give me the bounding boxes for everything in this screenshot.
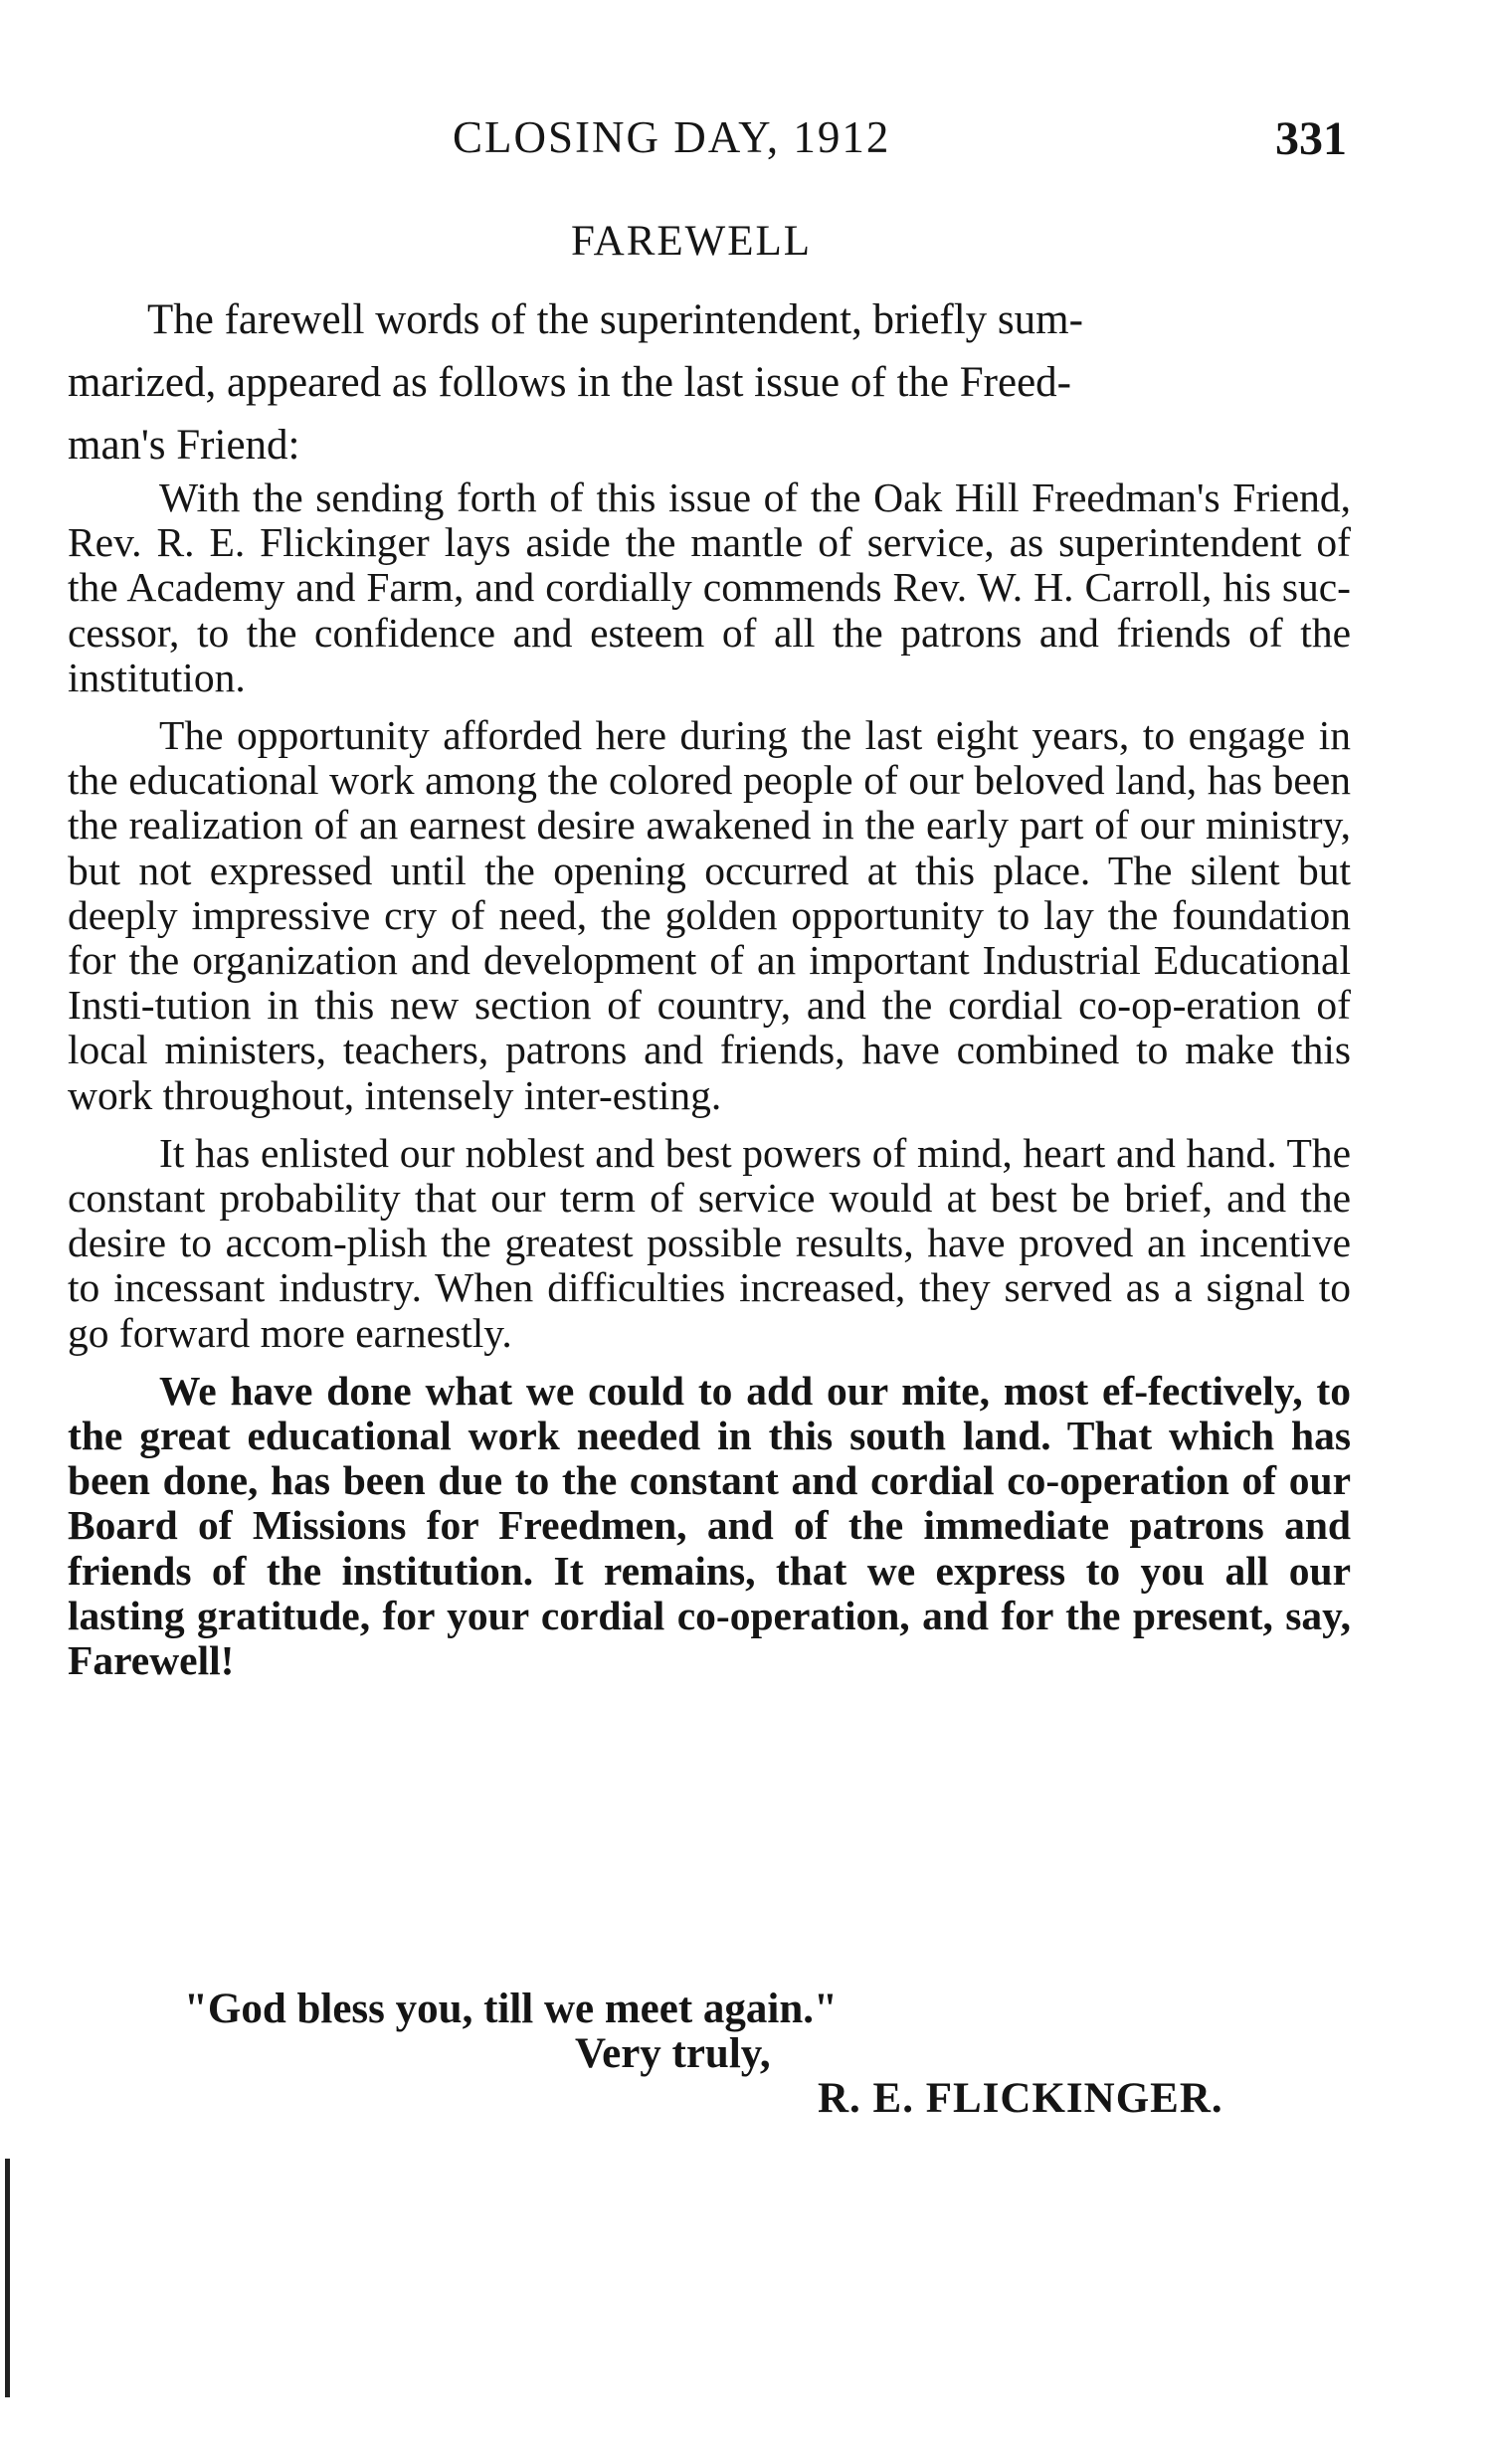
blessing-line: "God bless you, till we meet again." (184, 1986, 838, 2032)
signature: R. E. FLICKINGER. (818, 2075, 1223, 2122)
intro-line: man's Friend: (68, 422, 300, 469)
valediction: Very truly, (575, 2030, 771, 2077)
letter-paragraph: It has enlisted our noblest and best powers of mind, heart and hand. The constant probability that our term of service would at best be brief, and the desire to accom-plish the greatest possible results, have proved an incentive to incessant industry. When difficulties increased, they served as a signal to go forward more earnestly. (68, 1129, 1351, 1356)
intro-paragraph (68, 288, 1351, 476)
letter-paragraph: We have done what we could to add our mite, most ef-fectively, to the great educational work needed in this south land. That which has been done, has been due to the constant and cordial co-operation of our Board of Missions for Freedmen, and of the immediate patrons and friends of the institution. It remains, that we express to you all our lasting gratitude, for your cordial co-operation, and for the present, say, Farewell! (68, 1367, 1351, 1684)
section-title: FAREWELL (570, 218, 813, 265)
intro-line: marized, appeared as follows in the last issue of the Freed- (68, 359, 1071, 406)
letter-paragraph: With the sending forth of this issue of the Oak Hill Freedman's Friend, Rev. R. E. Flickinger lays aside the mantle of service, as superintendent of the Academy and Farm, and cordially commends Rev. W. H. Carroll, his suc-cessor, to the confidence and esteem of all the patrons and friends of the institution. (68, 474, 1351, 700)
page-header (0, 111, 1502, 171)
letter-paragraph: The opportunity afforded here during the last eight years, to engage in the educational work among the colored people of our beloved land, has been the realization of an earnest desire awakened in the early part of our ministry, but not expressed until the opening occurred at this place. The silent but deeply impressive cry of need, the golden opportunity to lay the foundation for the organization and development of an important Industrial Educational Insti-tution in this new section of country, and the cordial co-op-eration of local ministers, teachers, patrons and friends, have combined to make this work throughout, intensely inter-esting. (68, 712, 1351, 1118)
intro-line: The farewell words of the superintendent, briefly sum- (147, 296, 1083, 343)
page-number: 331 (1275, 112, 1347, 165)
farewell-letter (68, 475, 1351, 1696)
running-head: CLOSING DAY, 1912 (453, 112, 891, 162)
scan-margin-mark (5, 2159, 10, 2397)
